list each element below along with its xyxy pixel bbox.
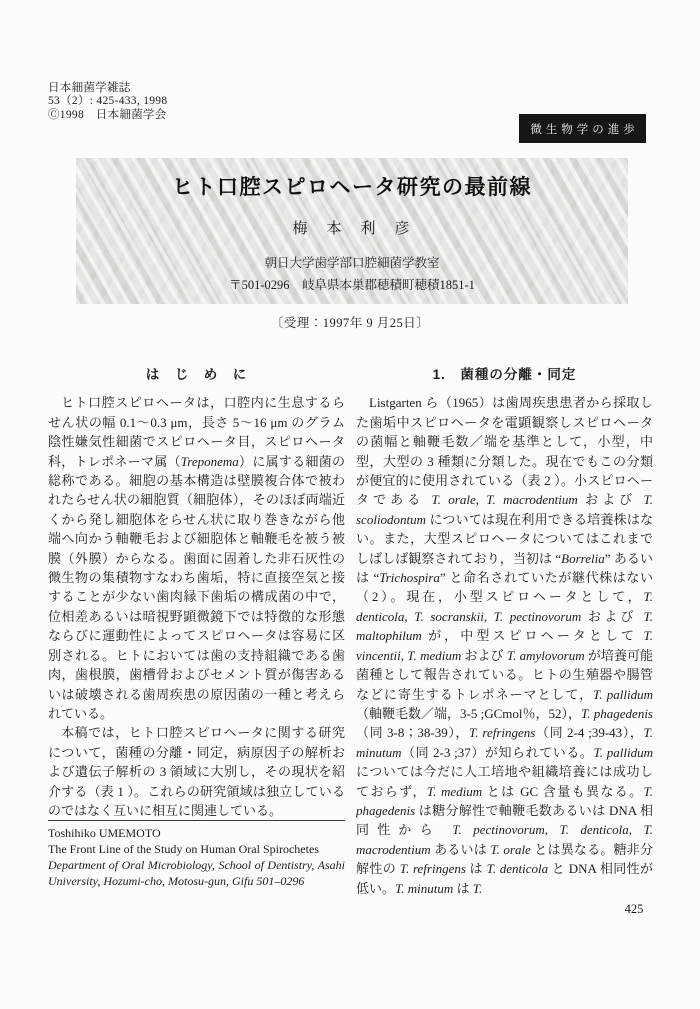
section-1-classification [356,365,653,915]
journal-issue: 53（2）: 425-433, 1998 [48,95,168,108]
intro-heading: は じ め に [145,367,248,382]
page-number: 425 [624,902,644,916]
footnote-address-en: Department of Oral Microbiology, School of Dentistry, Asahi University, Hozumi-cho, Motosu-gun, Gifu 501–0296 [48,857,345,888]
intro-paragraph-2: 本稿では，ヒト口腔スピロヘータに関する研究について，菌種の分離・同定，病原因子の解析および遺伝子解析の 3 領域に大別し，その現状を紹介する（表 1 ）。これらの研究領域は独立しているのではなく互いに相互に関連している。 [48,725,345,818]
section-1-heading: 1. 菌種の分離・同定 [432,367,577,382]
article-title: ヒト口腔スピロヘータ研究の最前線 [172,175,532,199]
affiliation: 朝日大学歯学部口腔細菌学教室 [264,256,440,270]
masthead [48,82,167,122]
footnote-author: Toshihiko UMEMOTO [48,826,161,840]
journal-copyright: Ⓒ1998 日本細菌学会 [48,108,167,121]
category-badge: 微生物学の進歩 [519,114,646,143]
postal-address: 〒501-0296 岐阜県本巣郡穂積町穂積1851-1 [229,278,475,292]
footnote [48,820,345,890]
footnote-title-en: The Front Line of the Study on Human Oral Spirochetes [48,841,319,856]
journal-name: 日本細菌学雑誌 [48,82,131,94]
title-banner [76,158,628,304]
intro-paragraph-1: ヒト口腔スピロヘータは，口腔内に生息するらせん状の幅 0.1～0.3 μm，長さ 5～16 μm のグラム陰性嫌気性細菌でスピロヘータ目，スピロヘータ科，トレポネーマ属（Treponema）に属する細菌の総称である。細胞の基本構造は壁膜複合体で被われたらせん状の細胞質（細胞体），そのほぼ両端近くから発し細胞体をらせん状に取り巻きながら他端へ向かう軸鞭毛および細胞体と軸鞭毛を被う被膜（外膜）からなる。歯面に固着した非石灰性の微生物の集積物すなわち歯垢，特に直接空気と接することが少ない歯肉縁下歯垢の構成菌の中で，位相差あるいは暗視野顕微鏡下では特徴的な形態ならびに運動性によってスピロヘータは容易に区別される。ヒトにおいては歯の支持組織である歯肉，歯根膜，歯槽骨およびセメント質が傷害あるいは破壊される歯周疾患の原因菌の一種と考えられている。 [48,395,345,721]
received-date: 〔受理：1997年 9 月25日〕 [270,316,430,330]
footnote-divider [48,820,345,821]
author-name: 梅 本 利 彦 [292,221,412,237]
intro-section [48,365,345,820]
section-1-paragraph: Listgarten ら（1965）は歯周疾患患者から採取した歯垢中スピロヘータを電顕観察しスピロヘータの菌幅と軸鞭毛数／端を基準として，小型，中型，大型の 3 種類に分類した。現在でもこの分類が便宜的に使用されている（表 2 ）。小スピロヘータである T. orale, T. macrodentium および T. scoliodontum については現在利用できる培養株はない。また，大型スピロヘータについてはこれまでしばしば観察されており，当初は “Borrelia” あるいは “Trichospira” と命名されていたが継代株はない（2）。現在，小型スピロヘータとして，T. denticola, T. socranskii, T. pectinovorum および T. maltophilum が，中型スピロヘータとして T. vincentii, T. medium および T. amylovorum が培養可能菌種として報告されている。ヒトの生殖器や腸管などに寄生するトレポネーマとして，T. pallidum（軸鞭毛数／端，3-5 ;GCmol％，52），T. phagedenis（同 3-8；38-39），T. refringens（同 2-4 ;39-43），T. minutum（同 2-3 ;37）が知られている。T. pallidum については今だに人工培地や組織培養には成功しておらず，T. medium とは GC 含量も異なる。T. phagedenis は糖分解性で軸鞭毛数あるいは DNA 相同性から T. pectinovorum, T. denticola, T. macrodentium あるいは T. orale とは異なる。糖非分解性の T. refringens は T. denticola と DNA 相同性が低い。T. minutum は T. [356,395,653,896]
